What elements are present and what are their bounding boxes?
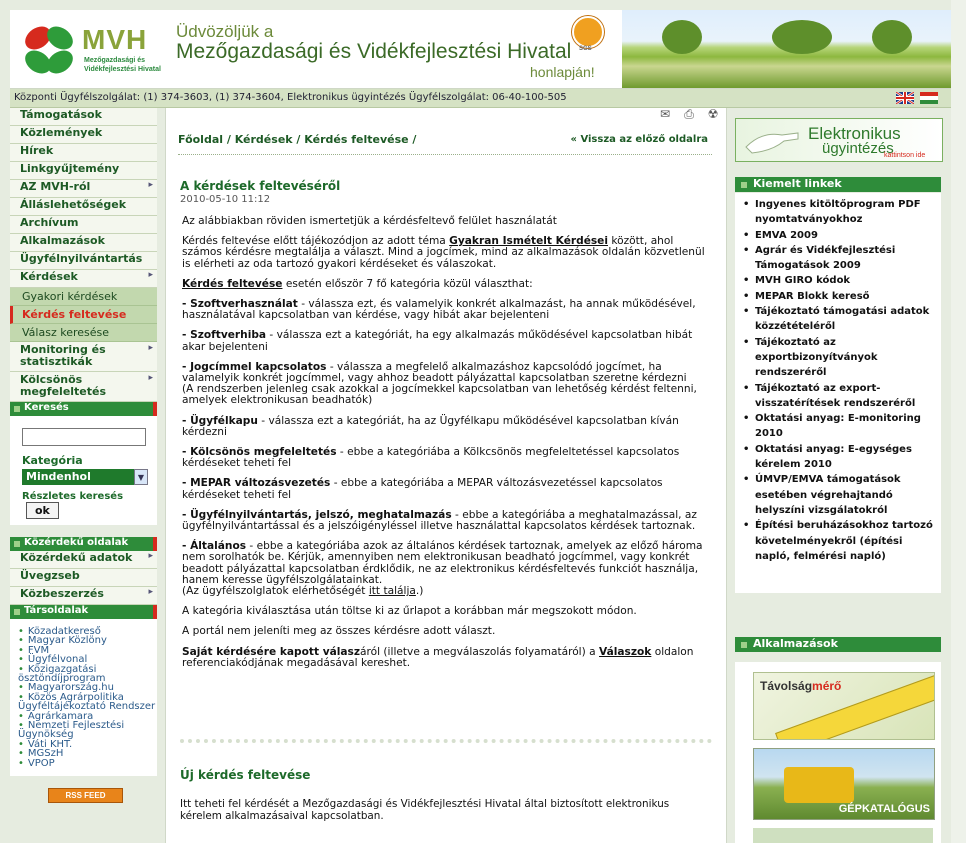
nav-label: Közbeszerzés (20, 587, 104, 600)
mvh-logo[interactable] (16, 16, 164, 82)
article-paragraph: A kategória kiválasztása után töltse ki az űrlapot a korábban már megszokott módon. (182, 605, 637, 618)
search-input[interactable] (22, 428, 146, 446)
category-note: (A rendszerben jelenleg csak azokkal a jogcímekkel kapcsolatban van lehetőség kérdést feltenni, amelyek elektronikusan beadhatók) (182, 383, 697, 407)
article-paragraph: A portál nem jeleníti meg az összes kérdésre adott választ. (182, 625, 496, 638)
text: Kérdés feltevése előtt tájékozódjon az adott téma (182, 235, 450, 248)
welcome-line-2: Mezőgazdasági és Vidékfejlesztési Hivatal (176, 40, 572, 63)
article-intro: Az alábbiakban röviden ismertetjük a kérdésfeltevő felület használatát (182, 215, 557, 227)
nav-sub-valasz-keresese[interactable]: Válasz keresése (10, 324, 157, 342)
partner-link[interactable]: • Közös Agrárpolitika Ügyféltájékoztató Rendszer (18, 693, 157, 712)
featured-link[interactable]: • ÚMVP/EMVA támogatások esetében végrehajtandó helyszíni vizsgálatokról (743, 472, 937, 518)
partner-link[interactable]: • FVM (18, 646, 157, 655)
category-item (182, 478, 712, 500)
chevron-right-icon: ▸ (148, 270, 153, 280)
ask-question-link[interactable]: Kérdés feltevése (182, 277, 283, 290)
category-item (182, 416, 712, 438)
e-administration-banner[interactable] (735, 118, 943, 162)
email-icon[interactable]: ✉ (659, 107, 671, 121)
customer-service-bar (10, 89, 951, 108)
featured-link[interactable]: • Agrár és Vidékfejlesztési Támogatások 2009 (743, 243, 937, 274)
machine-catalog-app-banner[interactable] (753, 748, 935, 820)
category-name: - Általános (182, 540, 247, 553)
category-text: - ebbe a kategóriába a meghatalmazással, az ügyfélnyilvántartással és a jelszóigényléssel illetve használattal kapcsolatos kérdések tartoznak. (182, 508, 697, 533)
main-content (165, 108, 727, 843)
search-box (10, 416, 157, 525)
new-question-title: Új kérdés feltevése (180, 768, 311, 782)
breadcrumb-kerdesek[interactable]: Kérdések (234, 133, 293, 146)
app-banner-partial[interactable] (753, 828, 933, 843)
category-item (182, 362, 712, 407)
breadcrumb: Főoldal / Kérdések / Kérdés feltevése / (178, 133, 417, 146)
text: között, ahol számos kérdésre megtalálja a választ. Mind a jogcímek, mind az alkalmazások oldalán közvetlenül is elérheti az oda tartozó gyakori kérdéseket és válaszokat. (182, 235, 705, 270)
partner-link[interactable]: • Agrárkamara (18, 712, 157, 721)
app-label (760, 679, 841, 693)
featured-links-title: Kiemelt linkek (735, 177, 941, 192)
banner-line-1: Elektronikus (808, 124, 901, 143)
chevron-right-icon: ▸ (148, 373, 153, 383)
site-header (10, 10, 951, 89)
featured-link[interactable]: • Oktatási anyag: E-egységes kérelem 2010 (743, 442, 937, 473)
text: Saját kérdésére kapott válasz (182, 645, 361, 658)
category-name: - Ügyfélkapu (182, 414, 258, 427)
featured-link[interactable]: • EMVA 2009 (743, 228, 937, 243)
category-label: Kategória (22, 454, 83, 467)
nav-sub-gyakori-kerdesek[interactable]: Gyakori kérdések (10, 288, 157, 306)
featured-link[interactable]: • Ingyenes kitöltőprogram PDF nyomtatványokhoz (743, 197, 937, 228)
nav-label: Kölcsönös megfeleltetés (20, 373, 107, 398)
contacts-link[interactable]: itt találja (368, 585, 416, 598)
dotted-separator (180, 739, 712, 743)
chevron-right-icon: ▸ (148, 551, 153, 561)
applications-panel (735, 662, 941, 843)
distance-meter-app-banner[interactable] (753, 672, 935, 740)
nav-item-linkgyujtemeny[interactable] (10, 162, 157, 180)
category-name: - Jogcímmel kapcsolatos (182, 360, 327, 373)
faq-link[interactable]: Gyakran Ismételt Kérdései (449, 235, 608, 248)
chevron-right-icon: ▸ (148, 343, 153, 353)
category-item (182, 299, 712, 321)
accessibility-icon[interactable]: ☢ (707, 107, 719, 121)
partner-sites-title: Társoldalak (10, 605, 157, 619)
nav-label: Támogatások (20, 108, 102, 121)
category-name: - MEPAR változásvezetés (182, 477, 331, 490)
nav-item-monitoring[interactable] (10, 342, 157, 372)
tractor-icon (784, 767, 854, 803)
nav-item-kozerdeku-adatok[interactable] (10, 551, 157, 569)
nav-item-archivum[interactable] (10, 216, 157, 234)
nav-label: Álláslehetőségek (20, 198, 127, 211)
search-ok-button[interactable]: ok (26, 502, 59, 519)
category-item (182, 447, 712, 469)
category-text: - ebbe a kategóriába azok az általános kérdések tartoznak, amelyek az előző hároma nem sorolhatók be. Kérjük, amennyiben nem elektronikusan beadható jogcímmel, vagy konkrét beadott pályázattal kapcsolatban érdklődik, ne az elektronikus kérdésfeltevés funkciót használja, hanem keresse ügyfélszolgálatainkat. (182, 540, 703, 586)
article-paragraph (182, 279, 712, 290)
nav-item-kozbeszerzes[interactable] (10, 587, 157, 605)
featured-link[interactable]: • Oktatási anyag: E-monitoring 2010 (743, 411, 937, 442)
partner-link[interactable]: • VPOP (18, 759, 157, 768)
logo-abbreviation: MVH (82, 24, 148, 55)
category-item (182, 541, 712, 597)
nav-sub-kerdes-feltevese[interactable]: Kérdés feltevése (10, 306, 157, 324)
welcome-line-3: honlapján! (530, 64, 595, 80)
nav-label: Archívum (20, 216, 79, 229)
article-body (182, 216, 712, 678)
article-title: A kérdések feltevéséről (180, 179, 341, 193)
category-text: - válassza a megfelelő alkalmazáshoz kapcsolódó jogcímet, ha valamelyik konkrét jogcímmel, vagy ahhoz beadott pályázattal kapcsolatban szeretne kérdezni (182, 360, 687, 385)
breadcrumb-fooldal[interactable]: Főoldal (178, 133, 224, 146)
rss-feed-button[interactable]: RSS FEED (48, 788, 123, 803)
featured-link[interactable]: • Tájékoztató támogatási adatok közzétételéről (743, 304, 937, 335)
public-pages-title: Közérdekű oldalak (10, 537, 157, 551)
partner-link[interactable]: • Váti KHT. (18, 740, 157, 749)
nav-label: Alkalmazások (20, 234, 105, 247)
sgs-label: SGS (579, 46, 592, 52)
nav-item-allaslehetosegek[interactable] (10, 198, 157, 216)
partner-link[interactable]: • Közadatkereső (18, 627, 157, 636)
clover-logo-icon (20, 24, 78, 76)
search-box-title: Keresés (10, 402, 157, 416)
featured-links-list (735, 193, 941, 593)
category-select[interactable] (22, 469, 148, 485)
article-date: 2010-05-10 11:12 (180, 194, 271, 205)
left-navigation (10, 108, 157, 776)
hand-icon (742, 125, 802, 155)
text: áról (illetve a megválaszolás folyamatáról) a (360, 645, 599, 658)
featured-link[interactable]: • MVH GIRO kódok (743, 273, 937, 288)
partner-link[interactable]: • Nemzeti Fejlesztési Ügynökség (18, 721, 157, 740)
print-icon[interactable]: ⎙ (684, 107, 694, 121)
nav-label: Monitoring és statisztikák (20, 343, 106, 368)
partner-link[interactable]: • Közigazgatási ösztöndíjprogram (18, 665, 157, 684)
category-text: - válassza ezt, és valamelyik konkrét alkalmazást, ha annak működésével, használatával kapcsolatban van kérdése, vagy hibát akar bejelenteni (182, 298, 696, 322)
nav-item-tamogatasok[interactable] (10, 108, 157, 126)
english-flag-icon[interactable] (896, 92, 914, 104)
logo-subtitle: Mezőgazdasági és Vidékfejlesztési Hivatal (84, 57, 161, 73)
hungarian-flag-icon[interactable] (920, 92, 938, 104)
text: .) (415, 585, 424, 598)
partner-link[interactable]: • MGSzH (18, 749, 157, 758)
chevron-right-icon: ▸ (148, 587, 153, 597)
featured-link[interactable]: • Tájékoztató az export-visszatérítések rendszeréről (743, 381, 937, 412)
category-text: - ebbe a kategóriába a MEPAR változásvezetéssel kapcsolatos kérdéseket teheti fel (182, 477, 663, 501)
customer-service-text: Központi Ügyfélszolgálat: (1) 374-3603, (1) 374-3604, Elektronikus ügyintézés Ügyfélszolgálat: 06-40-100-505 (14, 92, 567, 103)
landscape-photo (622, 10, 951, 88)
partner-link[interactable]: • Ügyfélvonal (18, 655, 157, 664)
category-name: - Ügyfélnyilvántartás, jelszó, meghatalmazás (182, 508, 452, 521)
featured-link[interactable]: • MEPAR Blokk kereső (743, 289, 937, 304)
dropdown-arrow-icon: ▼ (134, 469, 148, 485)
nav-label: AZ MVH-ról (20, 180, 91, 193)
partner-link[interactable]: • Magyar Közlöny (18, 636, 157, 645)
nav-label: Kérdések (20, 270, 78, 283)
nav-item-ugyfelnyilvantartas[interactable] (10, 252, 157, 270)
app-label-part: mérő (812, 679, 842, 693)
category-item (182, 510, 712, 532)
app-label: GÉPKATALÓGUS (838, 803, 930, 815)
article-paragraph (182, 236, 712, 270)
partner-links-list (10, 619, 157, 776)
category-item (182, 330, 712, 352)
category-name: - Szoftverhiba (182, 329, 267, 342)
welcome-line-1: Üdvözöljük a (176, 22, 274, 41)
nav-label: Linkgyűjtemény (20, 162, 120, 175)
category-selected-value: Mindenhol (26, 470, 91, 483)
category-text: - válassza ezt a kategóriát, ha az Ügyfélkapu működésével kapcsolatban kíván kérdezni (182, 414, 679, 438)
category-name: - Kölcsönös megfeleltetés (182, 446, 337, 459)
page-tools (648, 108, 720, 124)
article-paragraph (182, 647, 712, 669)
nav-label: Üvegzseb (20, 569, 80, 582)
back-link[interactable]: « Vissza az előző oldalra (570, 134, 708, 145)
answers-link[interactable]: Válaszok (599, 645, 652, 658)
nav-label: Közlemények (20, 126, 103, 139)
text: esetén először 7 fő kategória közül választhat: (282, 277, 533, 290)
chevron-right-icon: ▸ (148, 180, 153, 190)
nav-item-kozlemenyek[interactable] (10, 126, 157, 144)
nav-label: Hírek (20, 144, 54, 157)
banner-line-3: kattintson ide (884, 152, 926, 159)
nav-item-uvegzseb[interactable] (10, 569, 157, 587)
nav-item-az-mvh-rol[interactable] (10, 180, 157, 198)
advanced-search-link[interactable]: Részletes keresés (22, 491, 124, 502)
banner-line-2: ügyintézés (822, 140, 894, 157)
category-text: - ebbe a kategóriába a Kölkcsönös megfeleltetéssel kapcsolatos kérdéseket teheti fel (182, 446, 680, 470)
nav-label: Közérdekű adatok (20, 551, 133, 564)
nav-item-hirek[interactable] (10, 144, 157, 162)
sgs-certificate-icon (572, 16, 604, 48)
new-question-text: Itt teheti fel kérdését a Mezőgazdasági és Vidékfejlesztési Hivatal által biztosított elektronikus kérelem alkalmazásaival kapcsolatban. (180, 798, 670, 822)
partner-link[interactable]: • Magyarország.hu (18, 683, 157, 692)
nav-item-kolcsonos-megfeleltetes[interactable] (10, 372, 157, 402)
nav-item-alkalmazasok[interactable] (10, 234, 157, 252)
divider (178, 154, 712, 155)
category-text: - válassza ezt a kategóriát, ha egy alkalmazás működésével kapcsolatban hibát akar bejelenteni (182, 329, 693, 353)
nav-item-kerdesek[interactable] (10, 270, 157, 288)
featured-link[interactable]: • Tájékoztató az exportbizonyítványok rendszeréről (743, 335, 937, 381)
window-edge (951, 0, 966, 843)
category-name: - Szoftverhasználat (182, 298, 298, 311)
breadcrumb-current: Kérdés feltevése (304, 133, 409, 146)
featured-link[interactable]: • Építési beruházásokhoz tartozó követelményekről (építési napló, felmérési napló) (743, 518, 937, 564)
text: oldalon referenciakódjának megadásával kereshet. (182, 645, 694, 669)
nav-label: Ügyfélnyilvántartás (20, 252, 143, 265)
category-note: (Az ügyfélszolglatok elérhetőségét (182, 585, 369, 598)
applications-title: Alkalmazások (735, 637, 941, 652)
app-label-part: Távolság (760, 679, 813, 693)
